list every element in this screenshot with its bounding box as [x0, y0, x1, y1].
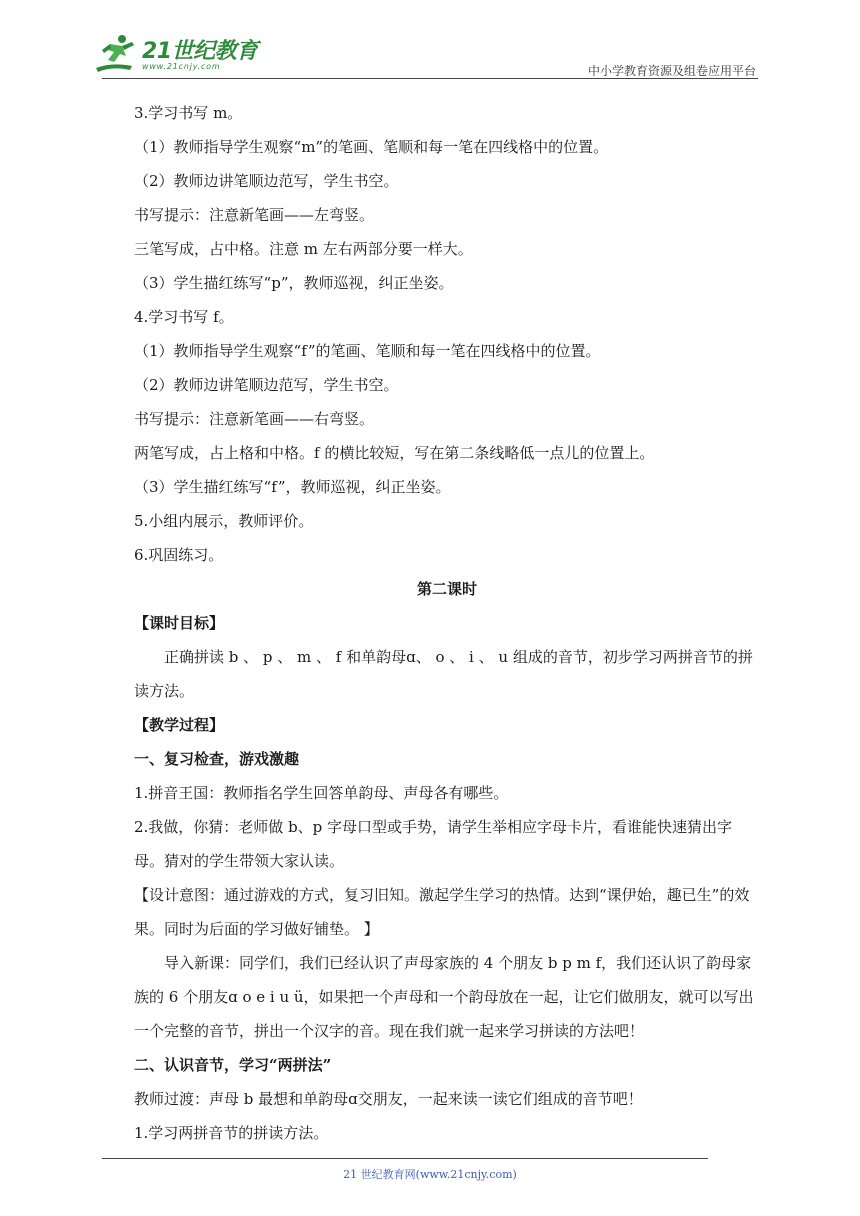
paragraph: （1）教师指导学生观察“f”的笔画、笔顺和每一笔在四线格中的位置。 — [134, 342, 601, 360]
paragraph: 1.学习两拼音节的拼读方法。 — [134, 1124, 329, 1142]
paragraph: 书写提示：注意新笔画——左弯竖。 — [134, 206, 375, 224]
logo-text: 21世纪教育 — [142, 39, 258, 64]
paragraph: 第二课时 — [416, 580, 477, 598]
paragraph: （3）学生描红练写“p”，教师巡视，纠正坐姿。 — [134, 274, 454, 292]
paragraph: （3）学生描红练写“f”，教师巡视，纠正坐姿。 — [134, 478, 451, 496]
paragraph: （1）教师指导学生观察“m”的笔画、笔顺和每一笔在四线格中的位置。 — [134, 138, 609, 156]
paragraph: 【课时目标】 — [134, 614, 225, 632]
platform-title: 中小学教育资源及组卷应用平台 — [587, 64, 756, 78]
paragraph: 【教学过程】 — [134, 716, 225, 734]
paragraph: 教师过渡：声母 b 最想和单韵母ɑ交朋友，一起来读一读它们组成的音节吧！ — [134, 1090, 643, 1108]
logo-url: www.21cnjy.com — [142, 62, 221, 71]
header-divider — [102, 78, 758, 79]
paragraph: 3.学习书写 m。 — [134, 104, 243, 122]
paragraph: 导入新课：同学们，我们已经认识了声母家族的 4 个朋友 b p m f，我们还认识了韵母家族的 6 个朋友ɑ o e i u ü，如果把一个声母和一个韵母放在一起，让它们做朋友，就可以写出一个完整的音节，拼出一个汉字的音。现在我们就一起来学习拼读的方法吧！ — [134, 954, 754, 1040]
paragraph: （2）教师边讲笔顺边范写，学生书空。 — [134, 376, 399, 394]
paragraph: 两笔写成，占上格和中格。f 的横比较短，写在第二条线略低一点儿的位置上。 — [134, 444, 655, 462]
paragraph: 书写提示：注意新笔画——右弯竖。 — [134, 410, 375, 428]
paragraph: （2）教师边讲笔顺边范写，学生书空。 — [134, 172, 399, 190]
paragraph: 2.我做，你猜：老师做 b、p 字母口型或手势，请学生举相应字母卡片，看谁能快速猜出字母。猜对的学生带领大家认读。 — [134, 818, 733, 870]
document-body — [134, 96, 760, 1150]
logo — [92, 32, 262, 78]
footer-text: 21 世纪教育网(www.21cnjy.com) — [343, 1168, 517, 1181]
paragraph: 二、认识音节，学习“两拼法” — [134, 1056, 332, 1074]
paragraph: 正确拼读 b 、 p 、 m 、 f 和单韵母ɑ、 o 、 i 、 u 组成的音节，初步学习两拼音节的拼读方法。 — [134, 648, 753, 700]
paragraph: 【设计意图：通过游戏的方式，复习旧知。激起学生学习的热情。达到“课伊始，趣已生”的效果。同时为后面的学习做好铺垫。 】 — [134, 886, 750, 938]
runner-logo-icon — [92, 32, 140, 74]
paragraph: 4.学习书写 f。 — [134, 308, 234, 326]
paragraph: 1.拼音王国：教师指名学生回答单韵母、声母各有哪些。 — [134, 784, 509, 802]
page-header — [0, 0, 860, 80]
paragraph: 6.巩固练习。 — [134, 546, 224, 564]
footer-divider — [102, 1158, 708, 1159]
paragraph: 一、复习检查，游戏激趣 — [134, 750, 300, 768]
paragraph: 5.小组内展示，教师评价。 — [134, 512, 314, 530]
paragraph: 三笔写成，占中格。注意 m 左右两部分要一样大。 — [134, 240, 473, 258]
